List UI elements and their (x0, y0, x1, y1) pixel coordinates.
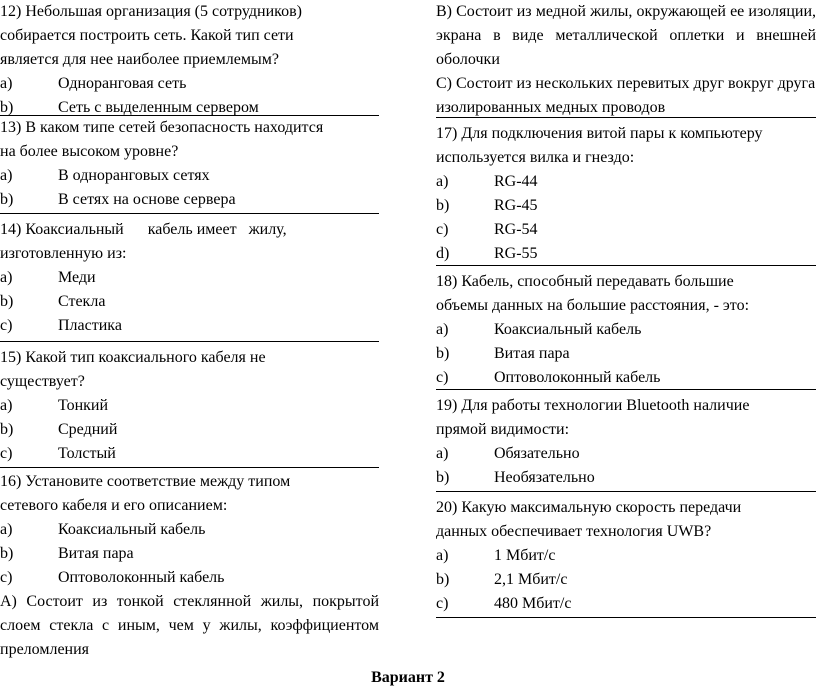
option-text: RG-45 (494, 197, 538, 214)
option-letter: a) (436, 173, 449, 190)
answer-option (0, 542, 379, 566)
option-text: Сеть с выделенным сервером (58, 99, 259, 116)
option-letter: b) (436, 345, 450, 362)
option-letter: d) (436, 245, 450, 262)
option-text: В сетях на основе сервера (58, 191, 236, 208)
question-text: сетевого кабеля и его описанием: (0, 497, 228, 514)
option-text: RG-55 (494, 245, 538, 262)
question-13 (0, 116, 379, 214)
option-text: 480 Мбит/с (494, 595, 572, 612)
question-text: используется вилка и гнездо: (436, 149, 635, 166)
answer-option (0, 164, 379, 188)
answer-option (0, 72, 379, 96)
question-text: собирается построить сеть. Какой тип сети (0, 27, 294, 44)
option-text: 1 Мбит/с (494, 547, 556, 564)
option-letter: c) (0, 317, 13, 334)
variant-footer: Вариант 2 (371, 669, 445, 686)
answer-option (436, 568, 816, 592)
option-letter: b) (436, 469, 450, 486)
question-text: 15) Какой тип коаксиального кабеля не (0, 349, 266, 366)
answer-option (0, 314, 379, 338)
answer-option (436, 194, 816, 218)
option-letter: a) (0, 75, 13, 92)
question-text: 18) Кабель, способный передавать большие (436, 273, 734, 290)
option-text: Оптоволоконный кабель (494, 369, 661, 386)
option-letter: a) (0, 167, 13, 184)
question-18 (436, 266, 816, 390)
left-column (0, 0, 379, 663)
option-text: Коаксиальный кабель (58, 521, 206, 538)
question-text: 14) Коаксиальный кабель имеет жилу, (0, 221, 287, 238)
answer-option (436, 366, 816, 390)
option-text: RG-44 (494, 173, 538, 190)
question-15 (0, 342, 379, 468)
option-text: Одноранговая сеть (58, 75, 187, 92)
answer-option (0, 418, 379, 442)
answer-option (0, 290, 379, 314)
answer-option (436, 592, 816, 616)
answer-option (436, 218, 816, 242)
question-text: прямой видимости: (436, 421, 570, 438)
question-14 (0, 214, 379, 342)
question-text: 13) В каком типе сетей безопасность находится (0, 119, 324, 136)
question-text: на более высоком уровне? (0, 143, 179, 160)
question-text: объемы данных на большие расстояния, - это: (436, 297, 750, 314)
question-text: 17) Для подключения витой пары к компьютеру (436, 125, 763, 142)
option-letter: b) (436, 571, 450, 588)
answer-option (0, 188, 379, 212)
option-letter: a) (0, 269, 13, 286)
option-letter: b) (0, 293, 14, 310)
question-text: 20) Какую максимальную скорость передачи (436, 499, 742, 516)
option-text: Стекла (58, 293, 106, 310)
answer-option (436, 342, 816, 366)
option-text: Пластика (58, 317, 122, 334)
option-text: Коаксиальный кабель (494, 321, 642, 338)
descriptions-block (436, 0, 816, 118)
option-text: В одноранговых сетях (58, 167, 210, 184)
description-c: С) Состоит из нескольких перевитых друг вокруг друга изолированных медных проводов (436, 75, 816, 116)
option-text: RG-54 (494, 221, 538, 238)
option-letter: a) (0, 521, 13, 538)
option-letter: b) (0, 421, 14, 438)
answer-option (0, 518, 379, 542)
option-letter: a) (436, 445, 449, 462)
question-20 (436, 492, 816, 618)
answer-option (436, 466, 816, 490)
question-19 (436, 390, 816, 492)
option-text: Тонкий (58, 397, 109, 414)
answer-option (436, 170, 816, 194)
option-text: Толстый (58, 445, 116, 462)
option-text: Обязательно (494, 445, 580, 462)
option-letter: c) (436, 221, 449, 238)
option-text: Витая пара (494, 345, 570, 362)
option-text: Необязательно (494, 469, 595, 486)
option-text: 2,1 Мбит/с (494, 571, 568, 588)
option-letter: a) (0, 397, 13, 414)
option-letter: c) (436, 595, 449, 612)
description-a: А) Состоит из тонкой стеклянной жилы, покрытой слоем стекла с иным, чем у жилы, коэффициентом преломления (0, 593, 379, 658)
question-text: является для нее наиболее приемлемым? (0, 51, 279, 68)
option-text: Оптоволоконный кабель (58, 569, 225, 586)
question-17 (436, 118, 816, 266)
option-letter: c) (0, 569, 13, 586)
option-letter: b) (0, 545, 14, 562)
option-text: Средний (58, 421, 118, 438)
answer-option (0, 394, 379, 418)
option-text: Витая пара (58, 545, 134, 562)
question-12 (0, 0, 379, 116)
option-text: Меди (58, 269, 96, 286)
option-letter: b) (436, 197, 450, 214)
answer-option (436, 242, 816, 266)
question-text: существует? (0, 373, 85, 390)
answer-option (436, 544, 816, 568)
question-text: 12) Небольшая организация (5 сотрудников) (0, 3, 302, 20)
question-text: изготовленную из: (0, 245, 127, 262)
question-text: 16) Установите соответствие между типом (0, 473, 291, 490)
question-text: данных обеспечивает технология UWB? (436, 523, 712, 540)
answer-option (436, 442, 816, 466)
question-16 (0, 468, 379, 663)
description-b: В) Состоит из медной жилы, окружающей ее изоляции, экрана в виде металлической оплетки и внешней оболочки (436, 3, 816, 68)
option-letter: a) (436, 547, 449, 564)
right-column (436, 0, 816, 618)
answer-option (0, 442, 379, 466)
option-letter: a) (436, 321, 449, 338)
option-letter: c) (436, 369, 449, 386)
option-letter: b) (0, 99, 14, 116)
answer-option (0, 266, 379, 290)
question-text: 19) Для работы технологии Bluetooth наличие (436, 397, 750, 414)
answer-option (0, 566, 379, 590)
option-letter: b) (0, 191, 14, 208)
option-letter: c) (0, 445, 13, 462)
answer-option (436, 318, 816, 342)
